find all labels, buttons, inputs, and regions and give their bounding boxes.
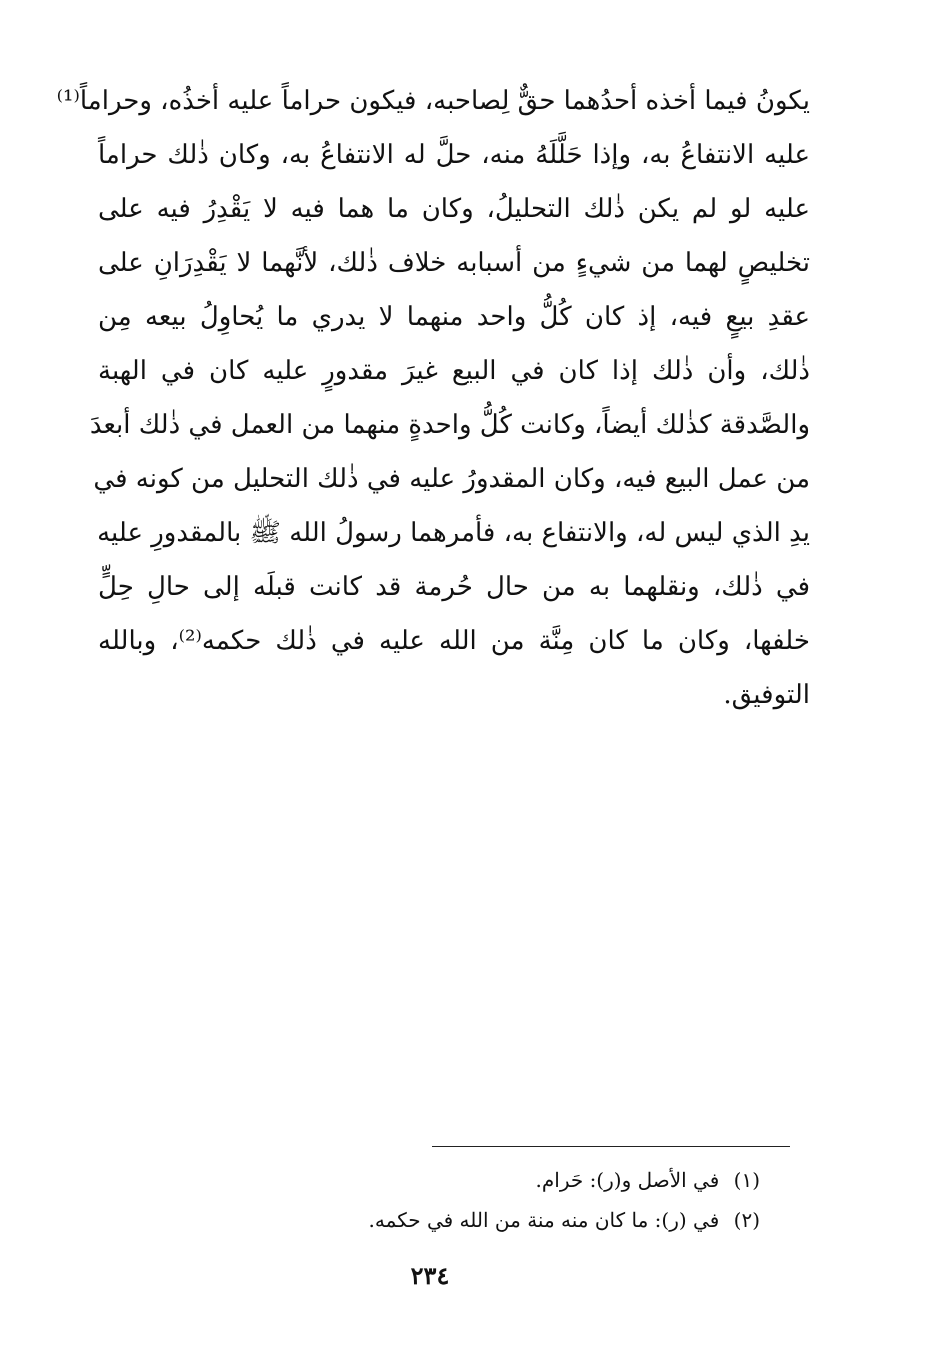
footnote-text: في الأصل و(ر): حَرام. [535, 1168, 720, 1192]
footnote-divider [432, 1146, 790, 1147]
text-line: يدِ الذي ليس له، والانتفاع به، فأمرهما رسولُ الله ﷺ بالمقدورِ عليه [97, 518, 810, 548]
text-line: والصَّدقة كذٰلك أيضاً، وكانت كُلُّ واحدةٍ منهما من العمل في ذٰلك أبعدَ [89, 410, 810, 440]
text-line: يكونُ فيما أخذه أحدُهما حقٌّ لِصاحبه، فيكون حراماً عليه أخذُه، وحراماً⁽¹⁾ [56, 86, 810, 116]
footnotes [300, 1160, 760, 1240]
main-text [56, 74, 810, 722]
footnote-number: (١) [733, 1168, 760, 1192]
footnote-2 [300, 1200, 760, 1240]
text-line: عليه لو لم يكن ذٰلك التحليلُ، وكان ما هما فيه لا يَقْدِرُ فيه على [98, 194, 810, 224]
page-number: ٢٣٤ [410, 1261, 450, 1290]
text-line: ذٰلك، وأن ذٰلك إذا كان في البيع غيرَ مقدورٍ عليه كان في الهبة [98, 356, 810, 386]
footnote-number: (٢) [733, 1208, 760, 1232]
text-line: خلفها، وكان ما كان مِنَّة من الله عليه في ذٰلك حكمه⁽²⁾، وبالله [98, 626, 810, 656]
footnote-1 [300, 1160, 760, 1200]
text-line-final: التوفيق. [723, 680, 810, 710]
text-line: عليه الانتفاعُ به، وإذا حَلَّلَهُ منه، حلَّ له الانتفاعُ به، وكان ذٰلك حراماً [98, 140, 810, 170]
text-line: من عمل البيع فيه، وكان المقدورُ عليه في ذٰلك التحليل من كونه في [93, 464, 810, 494]
text-line: عقدِ بيعٍ فيه، إذ كان كُلُّ واحد منهما لا يدري ما يُحاوِلُ بيعه مِن [98, 302, 810, 332]
footnote-text: في (ر): ما كان منه منة من الله في حكمه. [368, 1208, 720, 1232]
text-line: في ذٰلك، ونقلهما به من حال حُرمة قد كانت قبلَه إلى حالِ حِلٍّ [98, 572, 810, 602]
text-line: تخليصٍ لهما من شيءٍ من أسبابه خلاف ذٰلك، لأنَّهما لا يَقْدِرَانِ على [98, 248, 810, 278]
